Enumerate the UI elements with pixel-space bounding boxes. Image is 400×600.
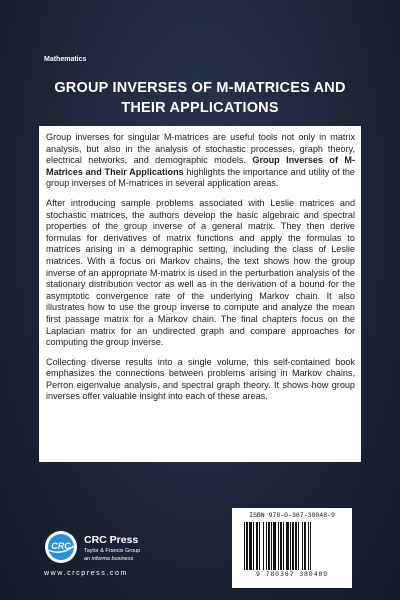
isbn-digits: 9 780367 380489 — [255, 571, 328, 578]
category-label: Mathematics — [44, 56, 87, 63]
description-panel — [39, 126, 361, 462]
publisher-website: www.crcpress.com — [44, 570, 128, 577]
crc-press-logo-icon — [44, 530, 78, 564]
publisher-block — [44, 530, 204, 580]
publisher-group: Taylor & Francis Group — [84, 548, 141, 554]
barcode-icon — [242, 522, 342, 570]
p1-bold-title: Group Inverses of M-Matrices and Their Applications — [46, 155, 355, 177]
publisher-tagline: an informa business — [84, 556, 134, 562]
publisher-name: CRC Press — [84, 534, 139, 546]
isbn-label: ISBN 978-0-367-38048-9 — [249, 512, 335, 519]
description-paragraph-1 — [46, 132, 355, 190]
book-title-line-2: THEIR APPLICATIONS — [121, 100, 279, 116]
description-paragraph-2: After introducing sample problems associated with Leslie matrices and stochastic matrices, the authors develop the basic algebraic and spectral properties of the group inverse of a general matrix. They then derive formulas for derivatives of matrix functions and apply the formulas to matrices arising in a demographic setting, including the class of Leslie matrices. With a focus on Markov chains, the text shows how the group inverse of an appropriate M-matrix is used in the perturbation analysis of the stationary distribution vector as well as in the derivation of a bound for the asymptotic convergence rate of the underlying Markov chain. It also illustrates how to use the group inverse to compute and analyze the mean first passage matrix for a Markov chain. The final chapters focus on the Laplacian matrix for an undirected graph and compare approaches for computing the group inverse. — [46, 197, 355, 348]
book-title — [40, 78, 360, 118]
crc-logo-text: CRC — [51, 541, 71, 551]
p1-end: highlights the importance and utility of the group inverses of M-matrices in several application areas. — [46, 166, 355, 189]
p1-start: Group inverses for singular M-matrices are useful tools not only in matrix analysis, but also in the analysis of stochastic processes, graph theory, electrical networks, and demographic models. — [46, 132, 355, 166]
book-title-line-1: GROUP INVERSES OF M-MATRICES AND — [54, 80, 346, 96]
isbn-barcode-box — [232, 508, 352, 588]
description-paragraph-3: Collecting diverse results into a single volume, this self-contained book emphasizes the connections between problems arising in Markov chains, Perron eigenvalue analysis, and spectral graph theory. It shows how group inverses offer valuable insight into each of these areas. — [46, 356, 355, 402]
